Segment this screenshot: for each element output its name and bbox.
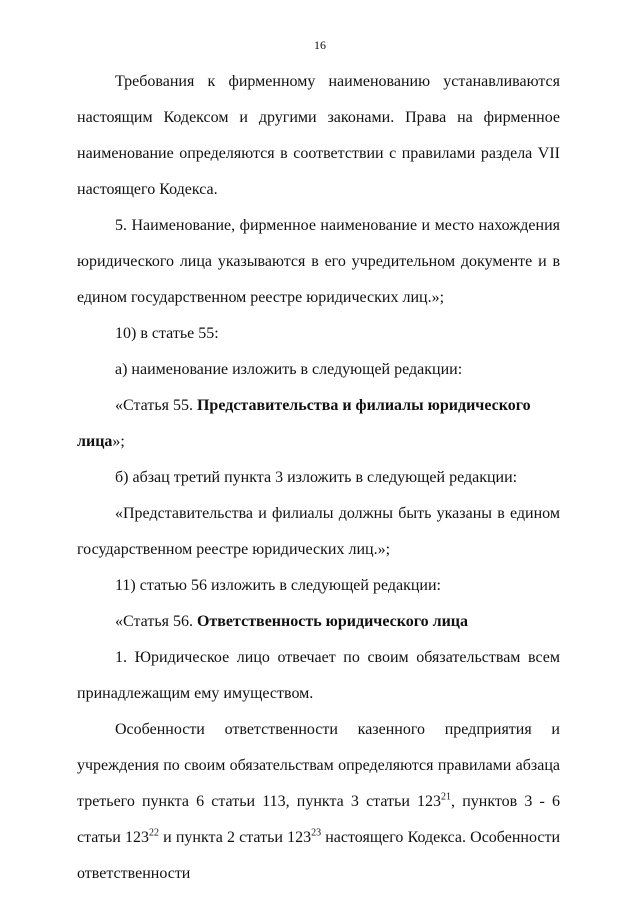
liability-text-part-1: Особенности ответственности казенного предприятия и учреждения по своим обязательствам определяются правилами абзаца третьего пункта 6 статьи 113, пункта 3 статьи 123	[77, 721, 560, 810]
liability-text-part-2: , пунктов 3 - 6 статьи 123	[77, 793, 560, 846]
article-56-heading: Ответственность юридического лица	[196, 613, 469, 630]
liability-text-part-4: настоящего Кодекса. Особенности ответственности	[77, 829, 561, 882]
paragraph-article-55-title	[77, 388, 560, 460]
paragraph-trade-name-requirements: Требования к фирменному наименованию устанавливаются настоящим Кодексом и другими законами. Права на фирменное наименование определяются в соответствии с правилами раздела VII настоящего Кодекса.	[77, 73, 560, 198]
paragraph-liability-item-1: 1. Юридическое лицо отвечает по своим обязательствам всем принадлежащим ему имуществом.	[77, 649, 560, 702]
paragraph-article-55-intro: 10) в статье 55:	[115, 325, 219, 342]
paragraph-branches-registry: «Представительства и филиалы должны быть указаны в едином государственном реестре юридических лиц.»;	[77, 505, 560, 558]
paragraph-article-56-intro: 11) статью 56 изложить в следующей редакции:	[115, 577, 441, 594]
article-55-prefix: «Статья 55.	[115, 397, 197, 414]
paragraph-item-5: 5. Наименование, фирменное наименование и место нахождения юридического лица указываются в его учредительном документе и в едином государственном реестре юридических лиц.»;	[77, 217, 560, 306]
liability-text-part-3: и пункта 2 статьи 123	[158, 829, 312, 846]
paragraph-item-a: а) наименование изложить в следующей редакции:	[115, 361, 463, 378]
article-55-heading: Представительства и филиалы юридического лица	[77, 397, 531, 450]
superscript-23: 23	[311, 827, 322, 839]
document-body	[77, 64, 560, 892]
paragraph-item-b: б) абзац третий пункта 3 изложить в следующей редакции:	[115, 469, 518, 486]
article-56-prefix: «Статья 56.	[115, 613, 197, 630]
superscript-21: 21	[441, 791, 452, 803]
paragraph-article-56-title	[77, 604, 560, 640]
article-55-suffix: »;	[112, 433, 125, 450]
page-number: 16	[314, 38, 326, 52]
superscript-22: 22	[148, 827, 159, 839]
paragraph-liability-features	[77, 712, 560, 892]
